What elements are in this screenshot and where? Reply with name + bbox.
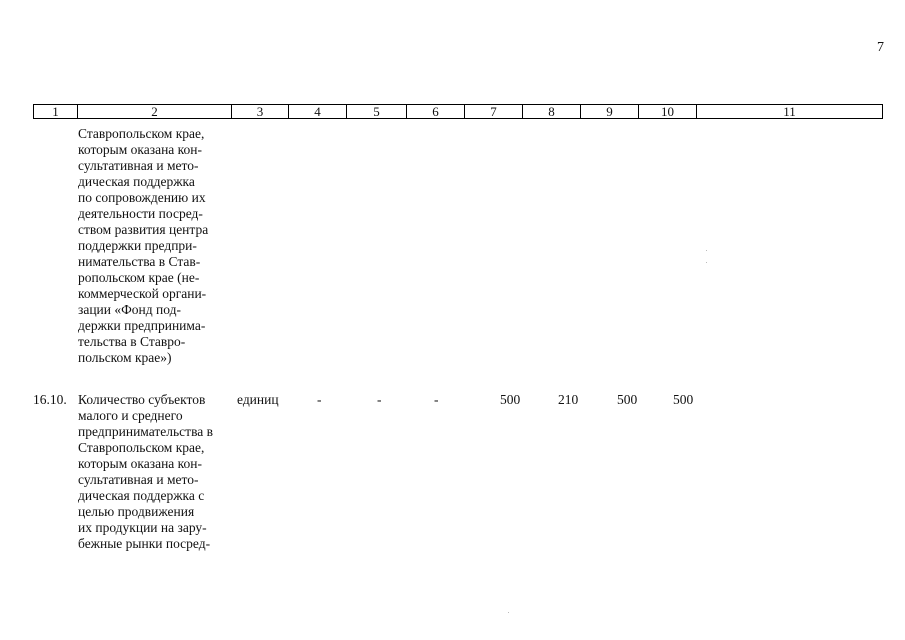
column-header-6: 6 [407,105,465,118]
row-number: 16.10. [33,392,67,407]
value-cell-col6: - [434,392,439,407]
column-header-8: 8 [523,105,581,118]
value-cell-col4: - [317,392,322,407]
value-cell-col5: - [377,392,382,407]
page-number: 7 [877,40,884,55]
column-header-10: 10 [639,105,697,118]
row-description: Ставропольском крае, которым оказана кон- сультативная и мето- дическая поддержка по сопровождению их деятельности посред- ством развития центра поддержки предпри- нимательства в Став- ропольском крае (не- коммерческой органи- зации «Фонд под- держки предпринима- тельства в Ставро- польском крае») [78,126,209,365]
table-header-row [33,104,883,119]
scan-speck [706,250,707,251]
value-cell-col7: 500 [500,392,521,407]
column-header-11: 11 [783,104,796,119]
scan-speck [508,612,509,613]
column-header-4: 4 [289,105,347,118]
value-cell-col8: 210 [558,392,579,407]
unit-cell: единиц [237,392,279,407]
column-header-3: 3 [232,105,289,118]
value-cell-col10: 500 [673,392,694,407]
column-header-2: 2 [78,105,232,118]
value-cell-col9: 500 [617,392,638,407]
column-header-7: 7 [465,105,523,118]
column-header-1: 1 [34,105,78,118]
row-description: Количество субъектов малого и среднего предпринимательства в Ставропольском крае, которым оказана кон- сультативная и мето- дическая поддержка с целью продвижения их продукции на зару- бежные рынки посред- [78,392,214,551]
column-header-9: 9 [581,105,639,118]
scan-speck [706,262,707,263]
column-header-5: 5 [347,105,407,118]
